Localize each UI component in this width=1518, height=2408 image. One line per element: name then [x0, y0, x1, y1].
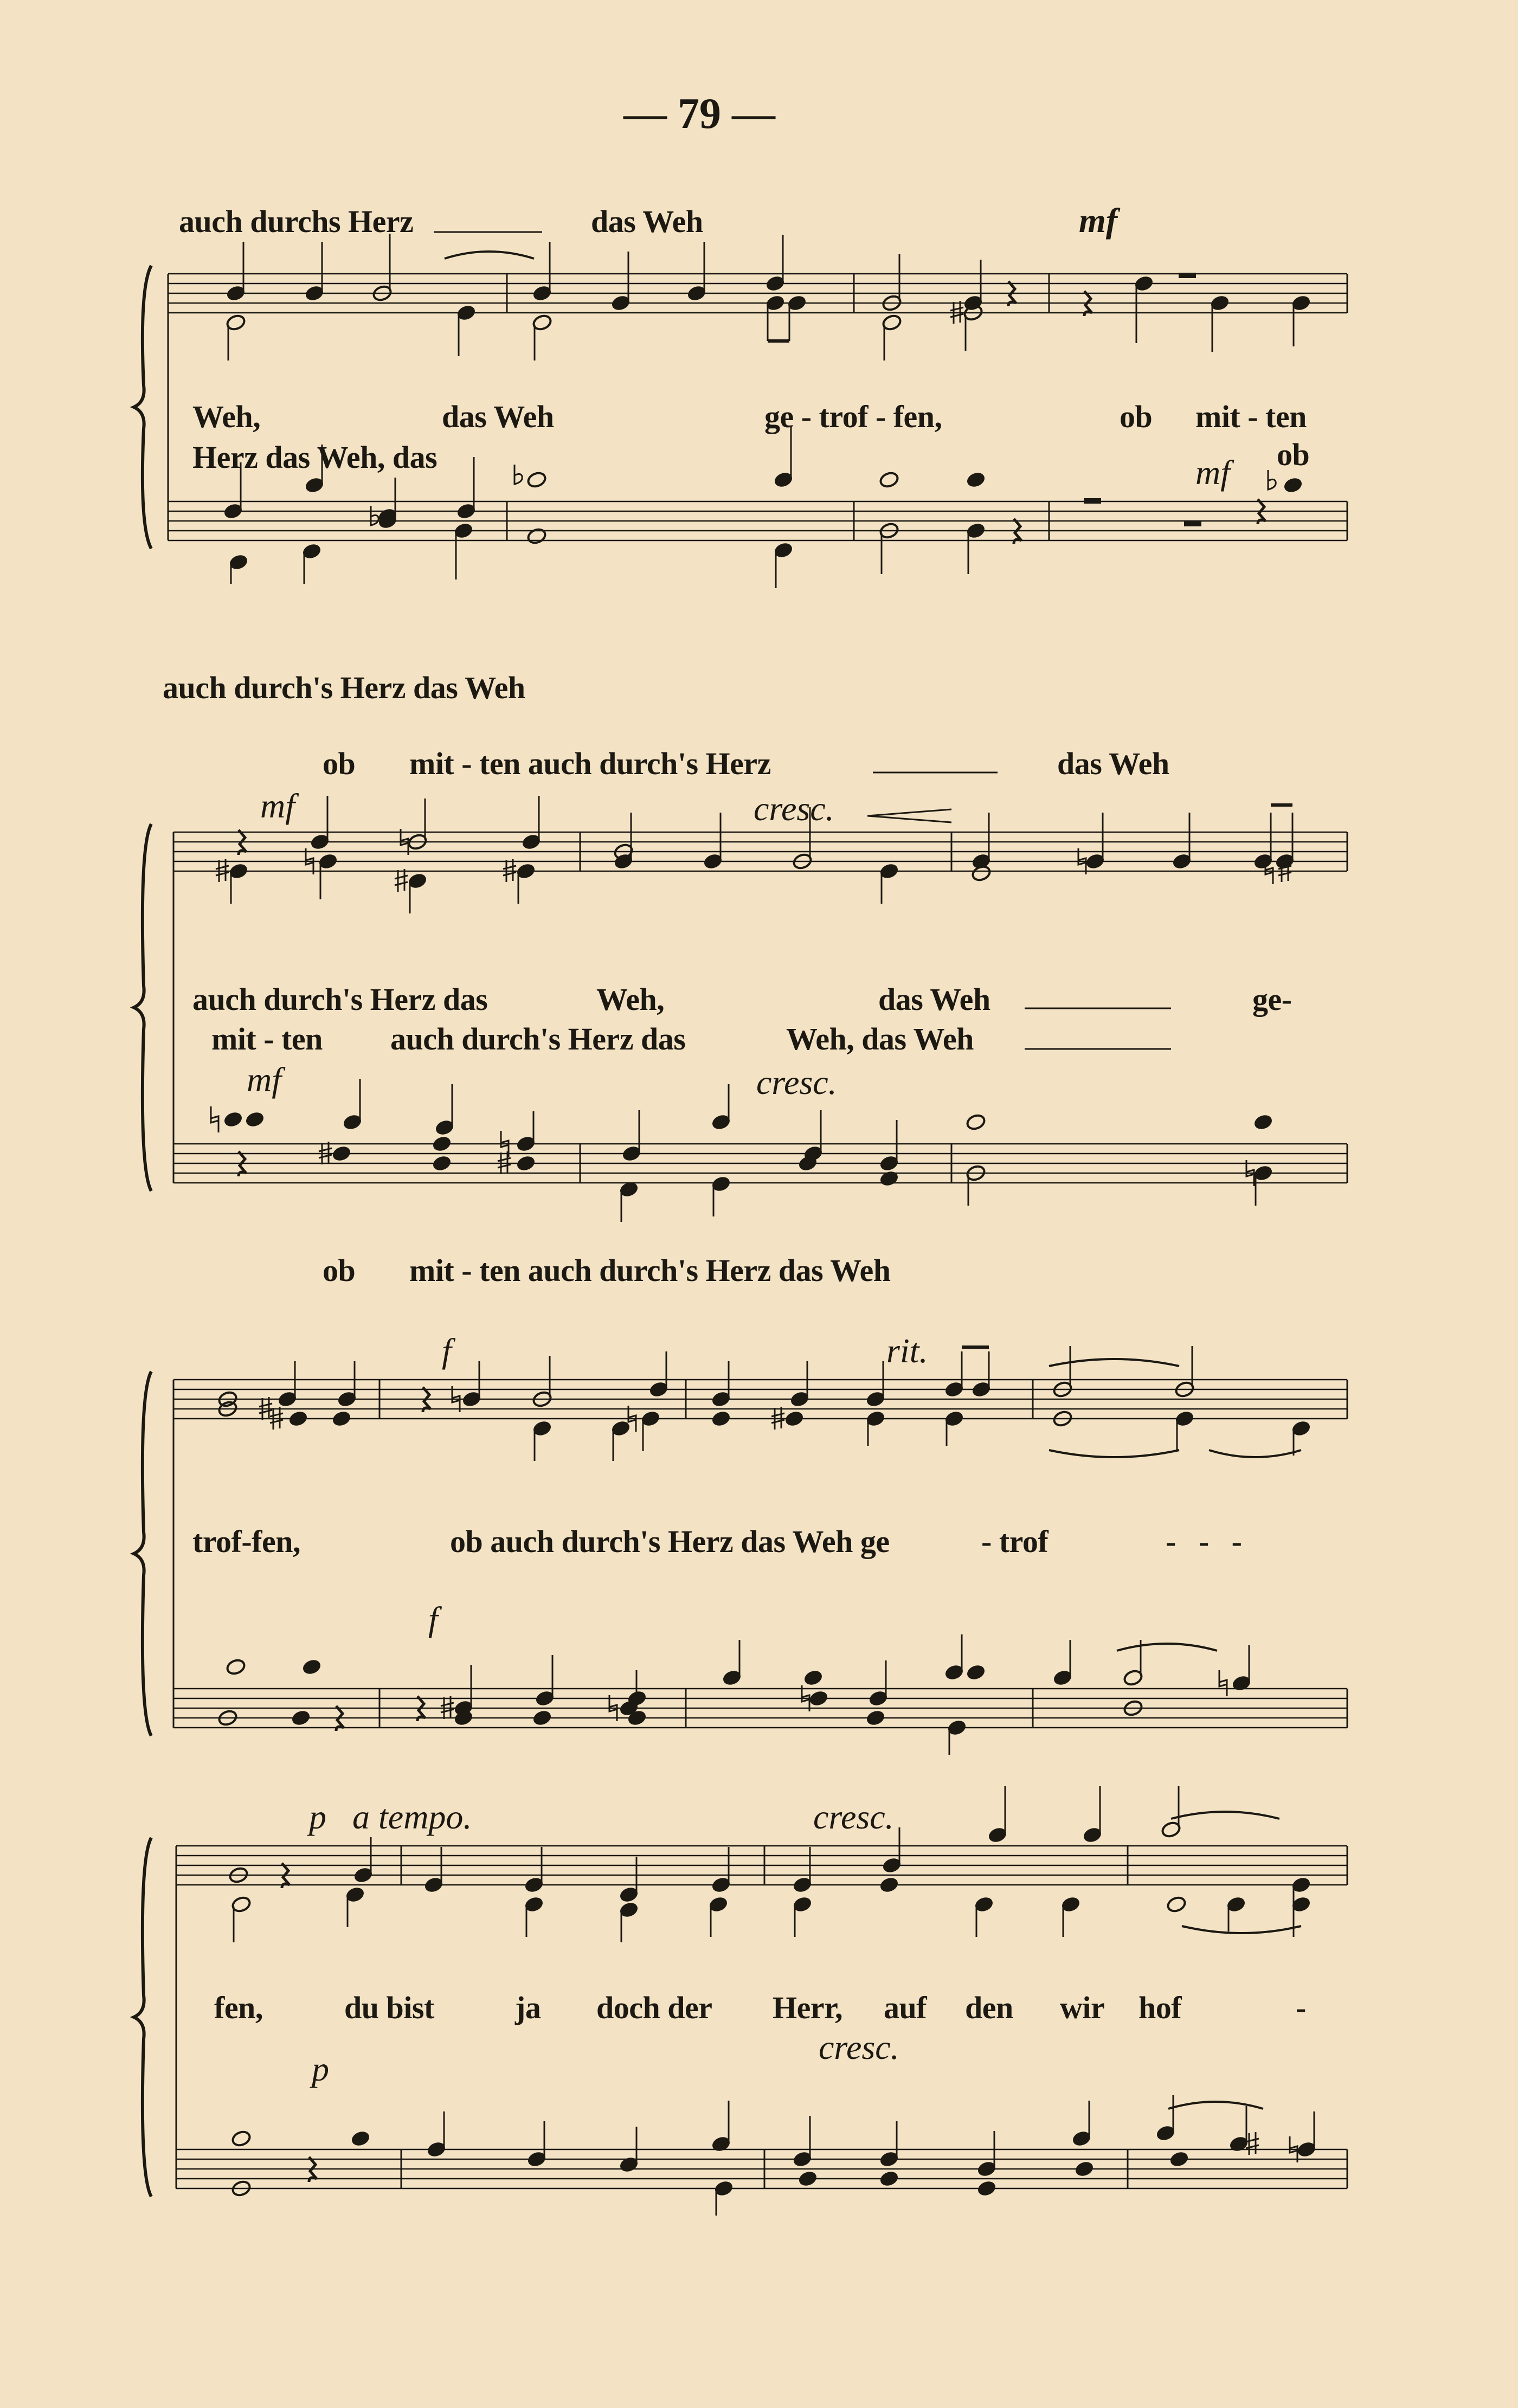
- lyric-mid1-c: ge - trof - fen,: [764, 399, 942, 434]
- notehead: [526, 471, 547, 488]
- lyric-below-a: ob: [323, 1253, 356, 1288]
- flat-sign: [371, 506, 378, 525]
- lyric-mid1-b: du bist: [344, 1990, 434, 2025]
- dynamic-f: f: [442, 1331, 452, 1370]
- lyric-mid1-g: den: [965, 1990, 1013, 2025]
- lyric-above-a: ob: [323, 746, 356, 781]
- lyric-mid1-f: auf: [884, 1990, 927, 2025]
- notehead: [526, 527, 547, 545]
- slur: [1049, 1450, 1179, 1457]
- notehead: [797, 2169, 818, 2187]
- sharp-sign: [1246, 2132, 1259, 2155]
- notehead: [976, 2179, 997, 2197]
- notehead: [1074, 2160, 1095, 2178]
- notehead: [331, 1409, 352, 1427]
- notehead: [350, 2129, 371, 2147]
- dynamic-rit: rit.: [886, 1331, 928, 1370]
- notehead: [331, 1144, 352, 1162]
- whole-rest: [1084, 498, 1101, 504]
- lyric-above-1a: auch durchs Herz: [179, 204, 414, 239]
- whole-rest: [1184, 521, 1201, 526]
- lyric-below-a: auch durch's Herz das Weh: [163, 670, 525, 705]
- notehead: [1283, 476, 1303, 494]
- whole-rest: [1179, 273, 1196, 278]
- notehead: [879, 1169, 899, 1187]
- notehead: [432, 1135, 452, 1153]
- lyric-mid1-b: ob auch durch's Herz das Weh ge: [450, 1524, 890, 1559]
- crescendo-hairpin: [867, 809, 951, 822]
- lyric-mid1-a: fen,: [214, 1990, 263, 2025]
- slur: [1117, 1644, 1217, 1651]
- lyric-above-1b: das Weh: [591, 204, 703, 239]
- dynamic-f: f: [428, 1600, 438, 1638]
- notehead: [971, 864, 992, 882]
- dynamic-cresc: cresc.: [754, 789, 834, 828]
- notehead: [1166, 1895, 1187, 1913]
- dynamic-cresc: cresc.: [819, 2028, 899, 2066]
- lyric-mid2-c: Weh, das Weh: [786, 1021, 974, 1057]
- dynamic-mf: mf: [1195, 453, 1230, 492]
- notehead: [879, 2169, 899, 2187]
- flat-sign: [514, 465, 522, 484]
- notehead: [245, 1110, 265, 1128]
- dynamic-p: p: [309, 1798, 326, 1836]
- lyric-mid1-b: Weh,: [596, 982, 665, 1017]
- notehead: [808, 1689, 829, 1707]
- slur: [1209, 1450, 1301, 1457]
- notehead: [301, 1658, 322, 1676]
- notehead: [291, 1709, 311, 1727]
- system-brace: [134, 824, 151, 1191]
- lyric-mid1-d: doch der: [596, 1990, 712, 2025]
- notehead: [1169, 2150, 1189, 2168]
- system-brace: [134, 266, 151, 549]
- notehead: [966, 1113, 986, 1131]
- lyric-above-c: das Weh: [1057, 746, 1169, 781]
- notehead: [966, 471, 986, 488]
- page-number: — 79 —: [623, 90, 775, 138]
- dynamic-mf: mf: [1079, 201, 1118, 240]
- lyric-mid1-h: wir: [1060, 1990, 1105, 2025]
- lyric-mid1-a: trof-fen,: [192, 1524, 300, 1559]
- system-brace: [134, 1372, 151, 1736]
- lyric-mid1-e: Herr,: [773, 1990, 843, 2025]
- notehead: [784, 1409, 805, 1427]
- lyric-mid1-e: mit - ten: [1195, 399, 1307, 434]
- lyric-mid1-c: das Weh: [878, 982, 990, 1017]
- notehead: [711, 1409, 731, 1427]
- lyric-mid1-d: ob: [1120, 399, 1153, 434]
- slur: [445, 252, 534, 259]
- slur: [1182, 1926, 1301, 1933]
- lyric-mid1-a: Weh,: [192, 399, 261, 434]
- dynamic-p: p: [312, 2050, 329, 2088]
- lyric-below-b: mit - ten auch durch's Herz das Weh: [409, 1253, 891, 1288]
- lyric-mid1-d: ge-: [1252, 982, 1292, 1017]
- flat-sign: [1268, 470, 1276, 490]
- lyric-mid2-a: Herz das Weh, das: [192, 440, 438, 475]
- lyric-mid1-b: das Weh: [442, 399, 554, 434]
- notehead: [516, 1154, 536, 1172]
- notehead: [288, 1409, 308, 1427]
- notehead: [1253, 1113, 1273, 1131]
- lyric-mid1-c: - trof: [981, 1524, 1049, 1559]
- dynamic-mf: mf: [260, 787, 295, 825]
- lyric-mid1-a: auch durch's Herz das: [192, 982, 488, 1017]
- notehead: [879, 1876, 899, 1894]
- slur: [1171, 1812, 1279, 1819]
- dynamic-cresc: cresc.: [756, 1063, 837, 1102]
- notehead: [966, 1663, 986, 1681]
- lyric-mid1-c: ja: [515, 1990, 541, 2025]
- lyric-mid1-i: hof: [1138, 1990, 1182, 2025]
- notehead: [803, 1669, 824, 1686]
- system-brace: [134, 1838, 151, 2197]
- notehead: [226, 1658, 246, 1676]
- slur: [1168, 2102, 1263, 2109]
- slur: [1049, 1359, 1179, 1366]
- lyric-mid1-j: -: [1296, 1990, 1306, 2025]
- notehead: [532, 1709, 552, 1727]
- notehead: [879, 471, 899, 488]
- natural-sign: [211, 1106, 218, 1132]
- natural-sign: [1219, 1670, 1227, 1696]
- notehead: [432, 1154, 452, 1172]
- lyric-above-b: mit - ten auch durch's Herz: [409, 746, 771, 781]
- notehead: [865, 1709, 886, 1727]
- sharp-sign: [395, 869, 408, 892]
- notehead: [223, 1110, 243, 1128]
- dynamic-cresc: cresc.: [813, 1798, 894, 1836]
- lyric-mid1-d: - - -: [1166, 1524, 1242, 1559]
- tempo-a-tempo: a tempo.: [352, 1798, 472, 1836]
- lyric-mid2-b: auch durch's Herz das: [390, 1021, 686, 1057]
- lyric-mid2-ob: ob: [1277, 437, 1310, 472]
- dynamic-mf: mf: [247, 1060, 281, 1099]
- lyric-mid2-a: mit - ten: [211, 1021, 323, 1057]
- notehead: [231, 2129, 252, 2147]
